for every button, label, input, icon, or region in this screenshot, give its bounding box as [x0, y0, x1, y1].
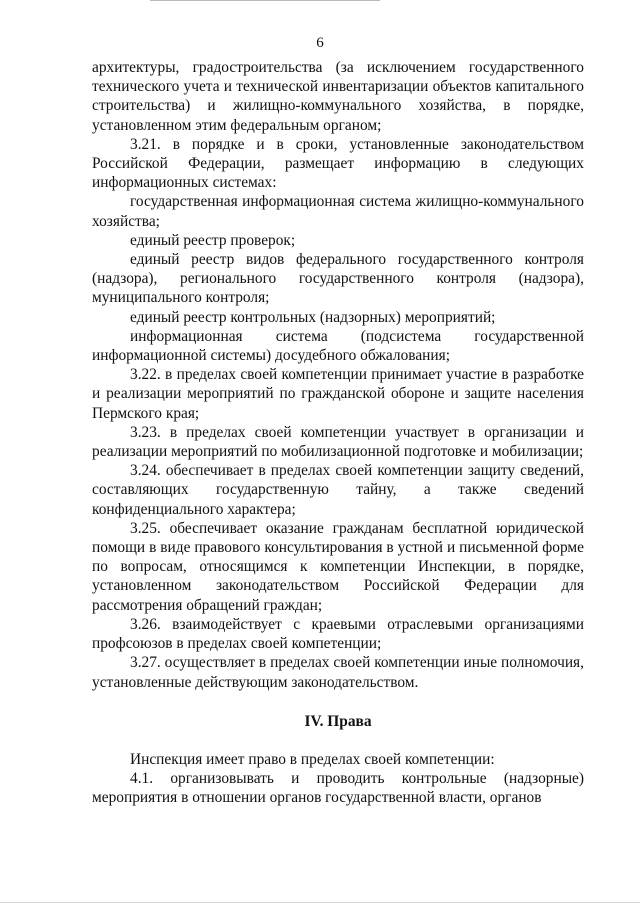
- list-item-appeal-system: информационная система (подсистема государственной информационной системы) досудебного обжалования;: [92, 327, 584, 365]
- section-title: IV. Права: [304, 712, 372, 730]
- list-item-control-events-registry: единый реестр контрольных (надзорных) мероприятий;: [130, 308, 496, 326]
- paragraph-3-22: 3.22. в пределах своей компетенции принимает участие в разработке и реализации мероприятий по гражданской обороне и защите населения Пермского края;: [92, 366, 584, 422]
- paragraph-3-24: 3.24. обеспечивает в пределах своей компетенции защиту сведений, составляющих государственную тайну, а также сведений конфиденциального характера;: [92, 462, 584, 518]
- paragraph-4-1: 4.1. организовывать и проводить контрольные (надзорные) мероприятия в отношении органов государственной власти, органов: [92, 770, 584, 807]
- list-item-inspections-registry: единый реестр проверок;: [130, 231, 296, 249]
- paragraph-3-23: 3.23. в пределах своей компетенции участвует в организации и реализации мероприятий по мобилизационной подготовке и мобилизации;: [92, 423, 584, 461]
- paragraph-3-26: 3.26. взаимодействует с краевыми отраслевыми организациями профсоюзов в пределах своей компетенции;: [92, 615, 584, 653]
- page-number: 6: [316, 35, 324, 51]
- scan-edge-bottom: [0, 902, 640, 903]
- list-item-gis-zhkh: государственная информационная система жилищно-коммунального хозяйства;: [92, 193, 584, 230]
- paragraph-3-27: 3.27. осуществляет в пределах своей компетенции иные полномочия, установленные действующим законодательством.: [92, 654, 584, 691]
- paragraph-3-25: 3.25. обеспечивает оказание гражданам бесплатной юридической помощи в виде правового консультирования в устной и письменной форме по вопросам, относящимся к компетенции Инспекции, в порядке, установленном законодательством Российской Федерации для рассмотрения обращений граждан;: [92, 519, 584, 614]
- rights-intro: Инспекция имеет право в пределах своей компетенции:: [130, 750, 495, 768]
- scan-edge-top: [150, 0, 380, 1]
- paragraph-continuation: архитектуры, градостроительства (за исключением государственного технического учета и технической инвентаризации объектов капитального строительства) и жилищно-коммунального хозяйства, в порядке, установленном этим федеральным органом;: [92, 59, 584, 134]
- list-item-control-types-registry: единый реестр видов федерального государственного контроля (надзора), регионального государственного контроля (надзора), муниципального контроля;: [92, 251, 584, 307]
- paragraph-3-21: 3.21. в порядке и в сроки, установленные законодательством Российской Федерации, размещает информацию в следующих информационных системах:: [92, 135, 584, 192]
- document-body: [92, 58, 584, 808]
